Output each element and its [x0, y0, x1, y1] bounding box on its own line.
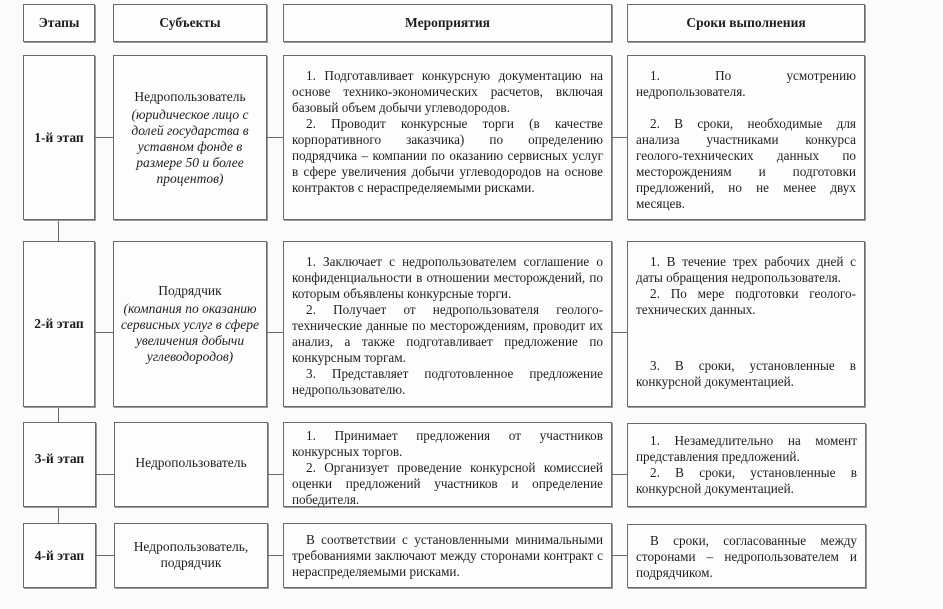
row-2-connector-activities-deadlines	[612, 332, 627, 333]
stage-2-subject-role: Подрядчик	[158, 283, 222, 298]
activity-item: 2. Получает от недропользователя геолого-технические данные по месторождениям, проводит их анализ, а также подготавливает предложение по конкурсным торгам.	[292, 302, 603, 365]
row-2-connector-stage-subject	[95, 332, 113, 333]
activity-item: 1. Подготавливает конкурсную документацию на основе технико-экономических расчетов, включая базовый объем добычи углеводородов.	[292, 68, 603, 115]
row-1-connector-activities-deadlines	[612, 137, 627, 138]
stage-3-activities-box	[283, 422, 612, 507]
deadline-item: В сроки, согласованные между сторонами – недропользователем и подрядчиком.	[636, 533, 857, 580]
stage-3-subject-box	[114, 422, 268, 507]
stage-2-subject-note: (компания по оказанию сервисных услуг в сфере увеличения добычи углеводородов)	[121, 301, 259, 364]
activity-item: В соответствии с установленными минимальными требованиями заключают между сторонами контракт с нераспределяемыми рисками.	[292, 532, 603, 579]
header-subjects	[113, 4, 267, 42]
stage-1-activities-box	[283, 55, 612, 220]
stage-2-label: 2-й этап	[34, 316, 84, 331]
stage-4-deadlines-box	[627, 524, 866, 588]
stage-2-deadlines-box	[627, 241, 865, 407]
stage-1-box	[23, 55, 95, 220]
stage-4-subject-role: Недропользователь, подрядчик	[133, 538, 249, 570]
stage-1-deadlines-box	[627, 55, 865, 220]
stage-4-box	[23, 523, 96, 588]
activity-item: 2. Проводит конкурсные торги (в качестве корпоративного заказчика) по определению подрядчика – компании по оказанию сервисных услуг в сфере увеличения добычи углеводородов на основе контрактов с нераспределяемыми рисками.	[292, 116, 603, 195]
stage-2-activities-box	[283, 241, 612, 407]
stage-connector-1-2	[58, 220, 59, 241]
stage-4-activities-box	[283, 523, 612, 588]
row-1-connector-stage-subject	[95, 137, 113, 138]
stage-3-label: 3-й этап	[34, 451, 85, 466]
deadline-item: 2. В сроки, установленные в конкурсной документацией.	[636, 465, 857, 496]
deadline-item: 1. Незамедлительно на момент представления предложений.	[636, 433, 857, 464]
activity-item: 1. Заключает с недропользователем соглашение о конфиденциальности в отношении месторождений, по которым объявлены конкурсные торги.	[292, 254, 603, 301]
header-activities	[283, 4, 612, 42]
stage-1-subject-role: Недропользователь	[134, 88, 246, 104]
deadline-item: 3. В сроки, установленные в конкурсной документацией.	[636, 358, 856, 389]
activity-item: 3. Представляет подготовленное предложение недропользователю.	[292, 366, 603, 397]
header-deadlines	[627, 4, 865, 42]
stage-2-box	[23, 241, 95, 407]
stage-1-subject-note: (юридическое лицо с долей государства в уставном фонде в размере 50 и более процентов)	[131, 106, 249, 186]
row-2-connector-subject-activities	[267, 332, 283, 333]
stage-1-subject-box	[113, 55, 267, 220]
row-4-connector-stage-subject	[96, 555, 114, 556]
deadline-item: 2. По мере подготовки геолого-технических данных.	[636, 286, 856, 317]
stage-connector-2-3	[58, 407, 59, 422]
stage-2-subject-box	[113, 241, 267, 407]
row-3-connector-activities-deadlines	[612, 474, 627, 475]
deadline-item: 2. В сроки, необходимые для анализа участниками конкурса геолого-технических данных по месторождениям и подготовки предложений, но не менее двух месяцев.	[636, 116, 856, 211]
stage-4-subject-box	[114, 523, 268, 588]
activity-item: 1. Принимает предложения от участников конкурсных торгов.	[292, 428, 603, 459]
row-3-connector-stage-subject	[96, 474, 114, 475]
header-deadlines-label: Сроки выполнения	[686, 15, 806, 30]
header-activities-label: Мероприятия	[405, 15, 490, 30]
deadline-item: 1. В течение трех рабочих дней с даты обращения недропользователя.	[636, 254, 856, 285]
stage-4-label: 4-й этап	[34, 547, 85, 563]
row-3-connector-subject-activities	[268, 474, 283, 475]
header-subjects-label: Субъекты	[159, 15, 221, 30]
row-4-connector-activities-deadlines	[612, 555, 627, 556]
stage-1-label: 1-й этап	[34, 129, 84, 145]
stage-connector-3-4	[58, 507, 59, 523]
header-stages	[23, 4, 95, 42]
deadline-item: 1. По усмотрению недропользователя.	[636, 68, 856, 99]
stage-3-box	[23, 422, 96, 507]
header-stages-label: Этапы	[38, 15, 80, 30]
row-4-connector-subject-activities	[268, 555, 283, 556]
stage-3-subject-role: Недропользователь	[135, 455, 247, 470]
activity-item: 2. Организует проведение конкурсной комиссией оценки предложений участников и определение победителя.	[292, 460, 603, 507]
stage-3-deadlines-box	[627, 423, 866, 507]
row-1-connector-subject-activities	[267, 137, 283, 138]
